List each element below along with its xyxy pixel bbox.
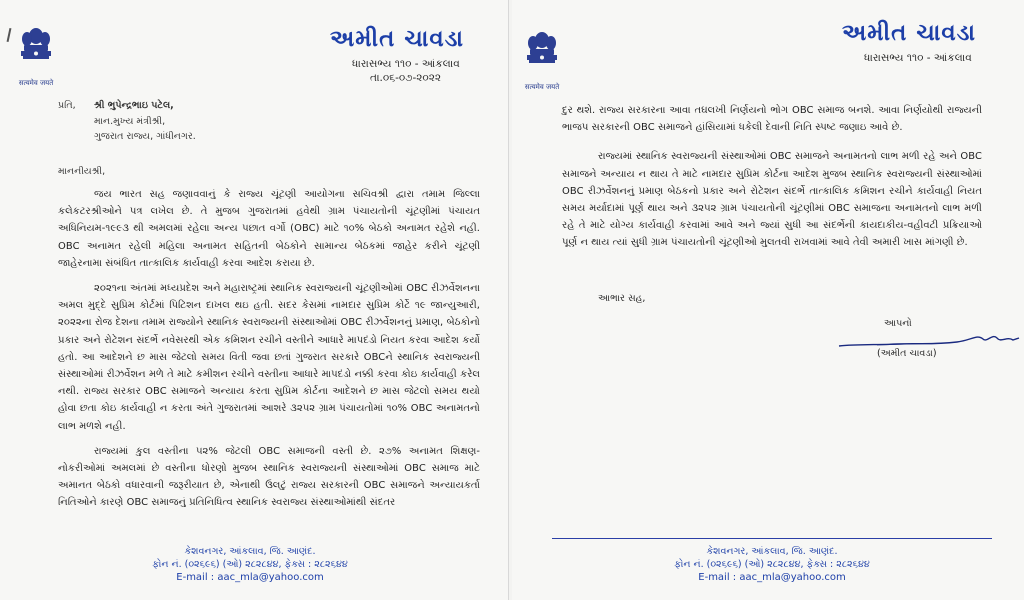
header-name: અમીત ચાવડા: [842, 20, 976, 46]
footer-phone: ફોન નં. (૦૨૬૯૬) (ઓ) ૨૮૨૮૪૪, ફેક્સ : ૨૮૨૬૪૪: [152, 559, 348, 570]
letter-date: તા.૦૬-૦૭-૨૦૨૨: [370, 72, 442, 84]
letterhead-footer: [612, 545, 932, 584]
recipient-name: શ્રી ભુપેન્દ્રભાઇ પટેલ,: [94, 100, 174, 111]
recipient-title: માન.મુખ્ય મંત્રીશ્રી,: [94, 116, 166, 127]
footer-address: કેશવનગર, આંકલાવ, જિ. આણંદ.: [706, 546, 838, 557]
sign-off: આપનો: [884, 318, 912, 329]
letter-body: [58, 186, 480, 512]
emblem-motto: सत्यमेव जयते: [524, 83, 560, 91]
header-subtitle: ધારાસભ્ય ૧૧૦ - આંકલાવ: [864, 52, 972, 64]
signatory-name: (અમીત ચાવડા): [877, 348, 937, 359]
footer-email: E-mail : aac_mla@yahoo.com: [176, 572, 324, 583]
closing: આભાર સહ,: [598, 293, 646, 304]
paragraph-demand: રાજ્યમાં સ્થાનિક સ્વરાજ્યની સંસ્થાઓમાં OBC સમાજને અનામતનો લાભ મળી રહે અને OBC સમાજને અન્યાય ન થાય તે માટે નામદાર સુપ્રિમ કોર્ટના આદેશ મુજબ સ્થાનિક સ્વરાજ્યની સંસ્થાઓમાં OBC રીઝર્વેશનનું પ્રમાણ બેઠકનો પ્રકાર અને રોટેશન સંદર્ભે તાત્કાલિક કમિશન રચીને કાર્યવાહી નિયત સમય મર્યાદામાં પૂર્ણ થાય અને ૩૨૫૨ ગ્રામ પંચાયતોની ચૂંટણીમાં OBC સમાજના અનામતનો લાભ મળી રહે તે માટે યોગ્ય કાર્યવાહી કરવામાં આવે અને જ્યાં સુધી આ સંદર્ભેની કાયદાકીય-વહીવટી પ્રક્રિયાઓ પૂર્ણ ન થાય ત્યાં સુધી ગ્રામ પંચાયતોની ચૂંટણીઓ મુલતવી રાખવામાં આવે તેવી અમારી ખાસ માંગણી છે.: [562, 151, 982, 249]
recipient-location: ગુજરાત રાજ્ય, ગાંધીનગર.: [94, 131, 196, 142]
footer-email: E-mail : aac_mla@yahoo.com: [698, 572, 846, 583]
letter-page-2: [512, 0, 1024, 600]
emblem: [520, 26, 564, 96]
emblem-motto: सत्यमेव जयते: [18, 79, 54, 87]
letterhead-footer: [90, 545, 410, 584]
header-name: અમીત ચાવડા: [330, 26, 464, 52]
letter-page-1: [0, 0, 508, 600]
pen-mark: [7, 28, 12, 42]
ashoka-emblem-icon: [14, 22, 58, 78]
salutation: માનનીયશ્રી,: [58, 166, 106, 177]
header-subtitle: ધારાસભ્ય ૧૧૦ - આંકલાવ: [352, 58, 460, 70]
letter-body: [562, 102, 982, 252]
footer-address: કેશવનગર, આંકલાવ, જિ. આણંદ.: [184, 546, 316, 557]
address-prefix: પ્રતિ,: [58, 100, 76, 111]
footer-divider: [552, 538, 992, 539]
paragraph-3: રાજ્યમાં કુલ વસ્તીના ૫૨% જેટલી OBC સમાજની વસ્તી છે. ૨૭% અનામત શિક્ષણ-નોકરીઓમાં અમલમાં છે વસ્તીના ધોરણો મુજબ સ્થાનિક સ્વરાજ્યની સંસ્થાઓમાં OBC સમાજ માટે અમાનત બેઠકો વધારવાની જરૂરીયાત છે, એનાથી ઉલટું રાજ્ય સરકારની OBC સમાજને અન્યાયકર્તા નિતિઓને કારણે OBC સમાજનું પ્રતિનિધિત્વ સ્થાનિક સ્વરાજ્ય સંસ્થાઓમાંથી સંદતર: [58, 445, 480, 509]
footer-phone: ફોન નં. (૦૨૬૯૬) (ઓ) ૨૮૨૮૪૪, ફેક્સ : ૨૮૨૬૪૪: [674, 559, 870, 570]
paragraph-1: જય ભારત સહ જણાવવાનું કે રાજ્ય ચૂંટણી આયોગના સચિવશ્રી દ્વારા તમામ જિલ્લા કલેકટરશ્રીઓને પત્ર લખેલ છે. તે મુજબ ગુજરાતમાં હવેથી ગ્રામ પંચાયતોની ચૂંટણીમાં પંચાયત અધિનિયમ-૧૯૯૩ થી અમલમાં રહેલા અન્ય પછાત વર્ગો (OBC) માટે ૧૦% બેઠકો અનામત રહેશે નહી. OBC અનામત રહેલી મહિલા અનામત સહિતની બેઠકોને સામાન્ય બેઠકમાં જાહેર કરીને ચૂંટણી જાહેરનામા સંબંધિત તાત્કાલિક કાર્યવાહી કરવા આદેશ કરાયા છે.: [58, 189, 480, 269]
ashoka-emblem-icon: [520, 26, 564, 82]
paragraph-continued: દુર થશે. રાજ્ય સરકારના આવા તઘલખી નિર્ણયનો ભોગ OBC સમાજ બનશે. આવા નિર્ણયોથી રાજ્યની ભાજપ સરકારની OBC સમાજને હાંસિયામાં ધકેલી દેવાની નિતિ સ્પષ્ટ જણાઇ આવે છે.: [562, 105, 982, 134]
paragraph-2: ૨૦૨૧ના અંતમાં મધ્યપ્રદેશ અને મહારાષ્ટ્રમાં સ્થાનિક સ્વરાજ્યની ચૂંટણીઓમાં OBC રીઝર્વેશનના અમલ મુદ્દે સુપ્રિમ કોર્ટમાં પિટિશન દાખલ થઇ હતી. સદર કેસમાં નામદાર સુપ્રિમ કોર્ટે ૧૯ જાન્યુઆરી, ૨૦૨૨ના રોજ દેશના તમામ રાજ્યોને સ્થાનિક સ્વરાજ્યની સંસ્થાઓમાં OBC રીઝર્વેશનનું પ્રમાણ, બેઠકોનો પ્રકાર અને રોટેશન સંદર્ભે નવેસરથી એક કમિશન રચીને વસ્તીને આધારે માપદંડો નિયત કરવા આદેશ કર્યો હતો. આ આદેશને છ માસ જેટલો સમય વિતી જવા છતાં ગુજરાત સરકારે OBCને સ્થાનિક સ્વરાજ્યની સંસ્થાઓમાં રીઝર્વેશન મળે તે માટે કમીશન રચીને વસ્તીના આધારે માપદંડો નક્કી કરવા કોઇ કાર્યવાહી કરેલ નથી. રાજ્ય સરકાર OBC સમાજને અન્યાય કરતા સુપ્રિમ કોર્ટના આદેશને છ માસ જેટલો સમય થયો હોવા છતા કોઇ કાર્યવાહી ન કરતા અંતે ગુજરાતમાં આશરે ૩૨૫૨ ગ્રામ પંચાયતોમાં ૧૦% OBC અનામતનો લાભ મળશે નહી.: [58, 283, 480, 432]
emblem: [14, 22, 58, 92]
